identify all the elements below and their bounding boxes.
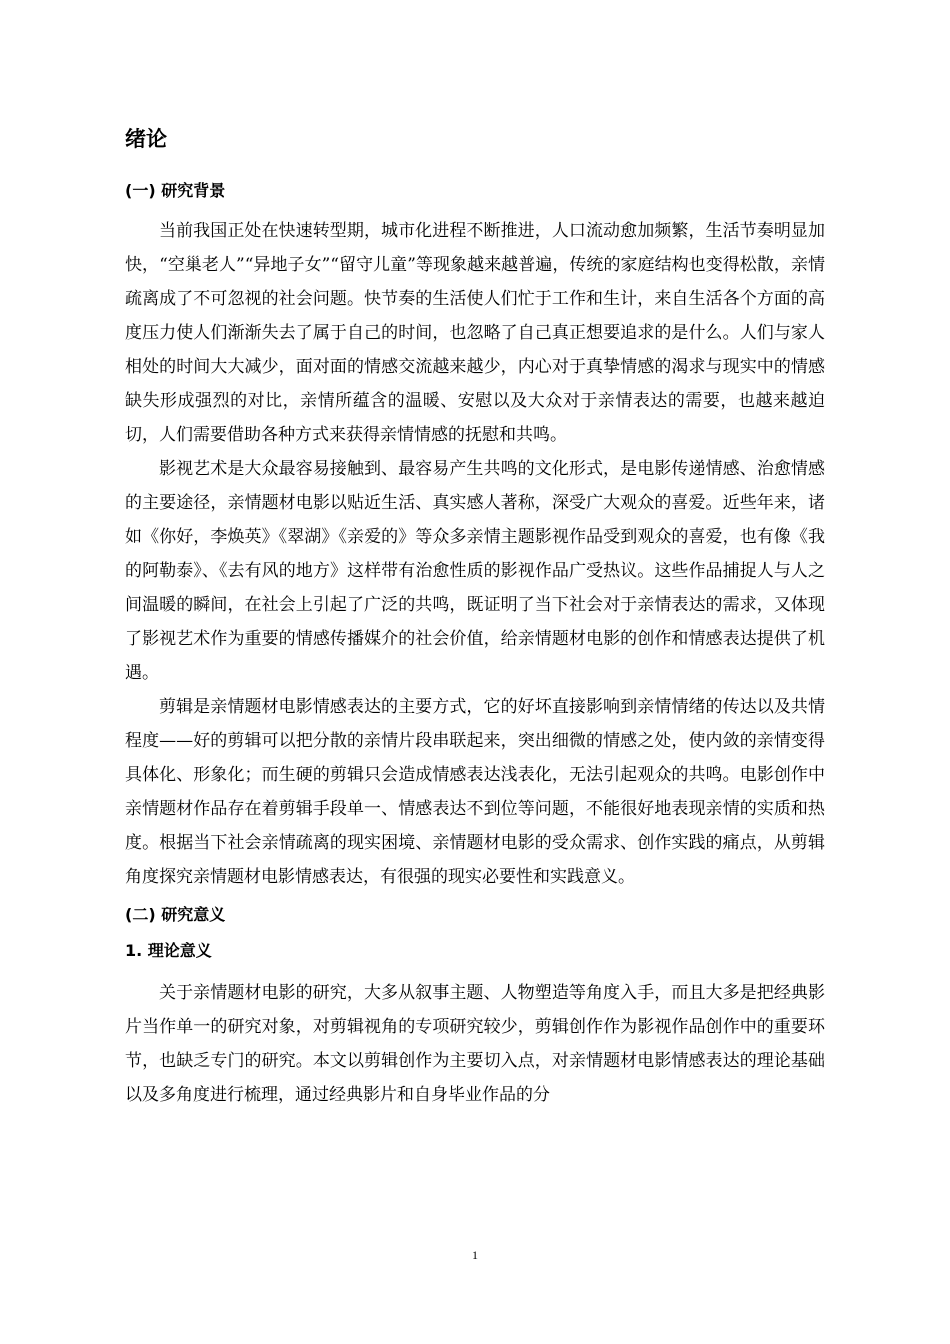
section-heading-research-significance: (二) 研究意义: [125, 905, 226, 924]
page-content: [125, 122, 825, 1112]
paragraph: 影视艺术是大众最容易接触到、最容易产生共鸣的文化形式，是电影传递情感、治愈情感的主要途径，亲情题材电影以贴近生活、真实感人著称，深受广大观众的喜爱。近些年来，诸如《你好，李焕英》《翠湖》《亲爱的》等众多亲情主题影视作品受到观众的喜爱，也有像《我的阿勒泰》、《去有风的地方》这样带有治愈性质的影视作品广受热议。这些作品捕捉人与人之间温暖的瞬间，在社会上引起了广泛的共鸣，既证明了当下社会对于亲情表达的需求，又体现了影视艺术作为重要的情感传播媒介的社会价值，给亲情题材电影的创作和情感表达提供了机遇。: [125, 459, 825, 683]
paragraph: 当前我国正处在快速转型期，城市化进程不断推进，人口流动愈加频繁，生活节奏明显加快，“空巢老人”“异地子女”“留守儿童”等现象越来越普遍，传统的家庭结构也变得松散，亲情疏离成了不可忽视的社会问题。快节奏的生活使人们忙于工作和生计，来自生活各个方面的高度压力使人们渐渐失去了属于自己的时间，也忽略了自己真正想要追求的是什么。人们与家人相处的时间大大减少，面对面的情感交流越来越少，内心对于真挚情感的渴求与现实中的情感缺失形成强烈的对比，亲情所蕴含的温暖、安慰以及大众对于亲情表达的需要，也越来越迫切，人们需要借助各种方式来获得亲情情感的抚慰和共鸣。: [125, 221, 825, 445]
subsection-heading-theoretical-significance: 1. 理论意义: [125, 941, 212, 960]
chapter-title: 绪论: [125, 127, 167, 151]
page-number: 1: [472, 1248, 478, 1262]
paragraph: 剪辑是亲情题材电影情感表达的主要方式，它的好坏直接影响到亲情情绪的传达以及共情程度——好的剪辑可以把分散的亲情片段串联起来，突出细微的情感之处，使内敛的亲情变得具体化、形象化；而生硬的剪辑只会造成情感表达浅表化，无法引起观众的共鸣。电影创作中亲情题材作品存在着剪辑手段单一、情感表达不到位等问题，不能很好地表现亲情的实质和热度。根据当下社会亲情疏离的现实困境、亲情题材电影的受众需求、创作实践的痛点，从剪辑角度探究亲情题材电影情感表达，有很强的现实必要性和实践意义。: [125, 697, 825, 887]
section-heading-research-background: (一) 研究背景: [125, 181, 226, 200]
paragraph: 关于亲情题材电影的研究，大多从叙事主题、人物塑造等角度入手，而且大多是把经典影片当作单一的研究对象，对剪辑视角的专项研究较少，剪辑创作作为影视作品创作中的重要环节，也缺乏专门的研究。本文以剪辑创作为主要切入点，对亲情题材电影情感表达的理论基础以及多角度进行梳理，通过经典影片和自身毕业作品的分: [125, 983, 825, 1105]
